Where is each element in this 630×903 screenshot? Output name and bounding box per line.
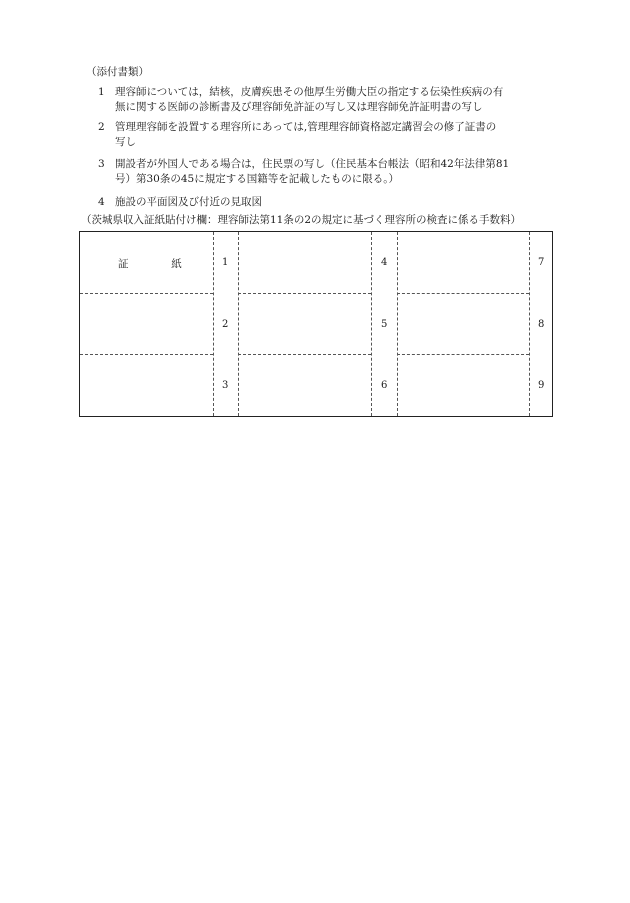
item-text-line: 無に関する医師の診断書及び理容師免許証の写し又は理容師免許証明書の写し xyxy=(115,100,483,113)
item-text-line: 開設者が外国人である場合は，住民票の写し（住民基本台帳法（昭和42年法律第81 xyxy=(115,158,510,170)
item-text-line: 施設の平面図及び付近の見取図 xyxy=(115,196,262,208)
column-divider xyxy=(213,232,214,416)
stamp-slot-number: 3 xyxy=(222,380,229,391)
attachment-item-1 xyxy=(98,85,558,114)
stamp-slot-number: 4 xyxy=(381,257,388,268)
column-divider xyxy=(371,232,372,416)
row-divider xyxy=(397,354,529,355)
row-divider xyxy=(238,354,371,355)
stamp-slot-number: 2 xyxy=(222,319,229,330)
stamp-area-caption: （茨城県収入証紙貼付け欄：理容師法第11条の2の規定に基づく理容所の検査に係る手数料） xyxy=(81,214,522,226)
item-number: 3 xyxy=(98,158,105,170)
stamp-slot-number: 5 xyxy=(381,319,388,330)
item-text-line: 写し xyxy=(115,135,136,148)
stamp-slot-number: 9 xyxy=(538,380,545,391)
item-text-line: 理容師については，結核，皮膚疾患その他厚生労働大臣の指定する伝染性疾病の有 xyxy=(115,86,504,98)
item-number: 1 xyxy=(98,86,105,98)
row-divider xyxy=(238,293,371,294)
row-divider xyxy=(80,354,213,355)
attachment-item-3 xyxy=(98,157,558,186)
stamp-label-char: 紙 xyxy=(171,258,182,270)
attachment-item-4 xyxy=(98,195,558,210)
stamp-slot-number: 8 xyxy=(538,319,545,330)
attachments-heading: （添付書類） xyxy=(86,66,149,78)
column-divider xyxy=(397,232,398,416)
attachment-item-2 xyxy=(98,120,558,149)
item-text-line: 管理理容師を設置する理容所にあっては,管理理容師資格認定講習会の修了証書の xyxy=(115,121,497,133)
stamp-slot-number: 7 xyxy=(538,257,545,268)
row-divider xyxy=(397,293,529,294)
row-divider xyxy=(80,293,213,294)
stamp-label xyxy=(118,257,182,272)
column-divider xyxy=(238,232,239,416)
revenue-stamp-table xyxy=(79,231,553,417)
stamp-slot-number: 1 xyxy=(222,257,229,268)
column-divider xyxy=(529,232,530,416)
item-number: 4 xyxy=(98,196,105,208)
item-text-line: 号）第30条の45に規定する国籍等を記載したものに限る。） xyxy=(115,172,399,185)
stamp-label-char: 証 xyxy=(118,258,129,270)
item-number: 2 xyxy=(98,121,105,133)
stamp-slot-number: 6 xyxy=(381,380,388,391)
